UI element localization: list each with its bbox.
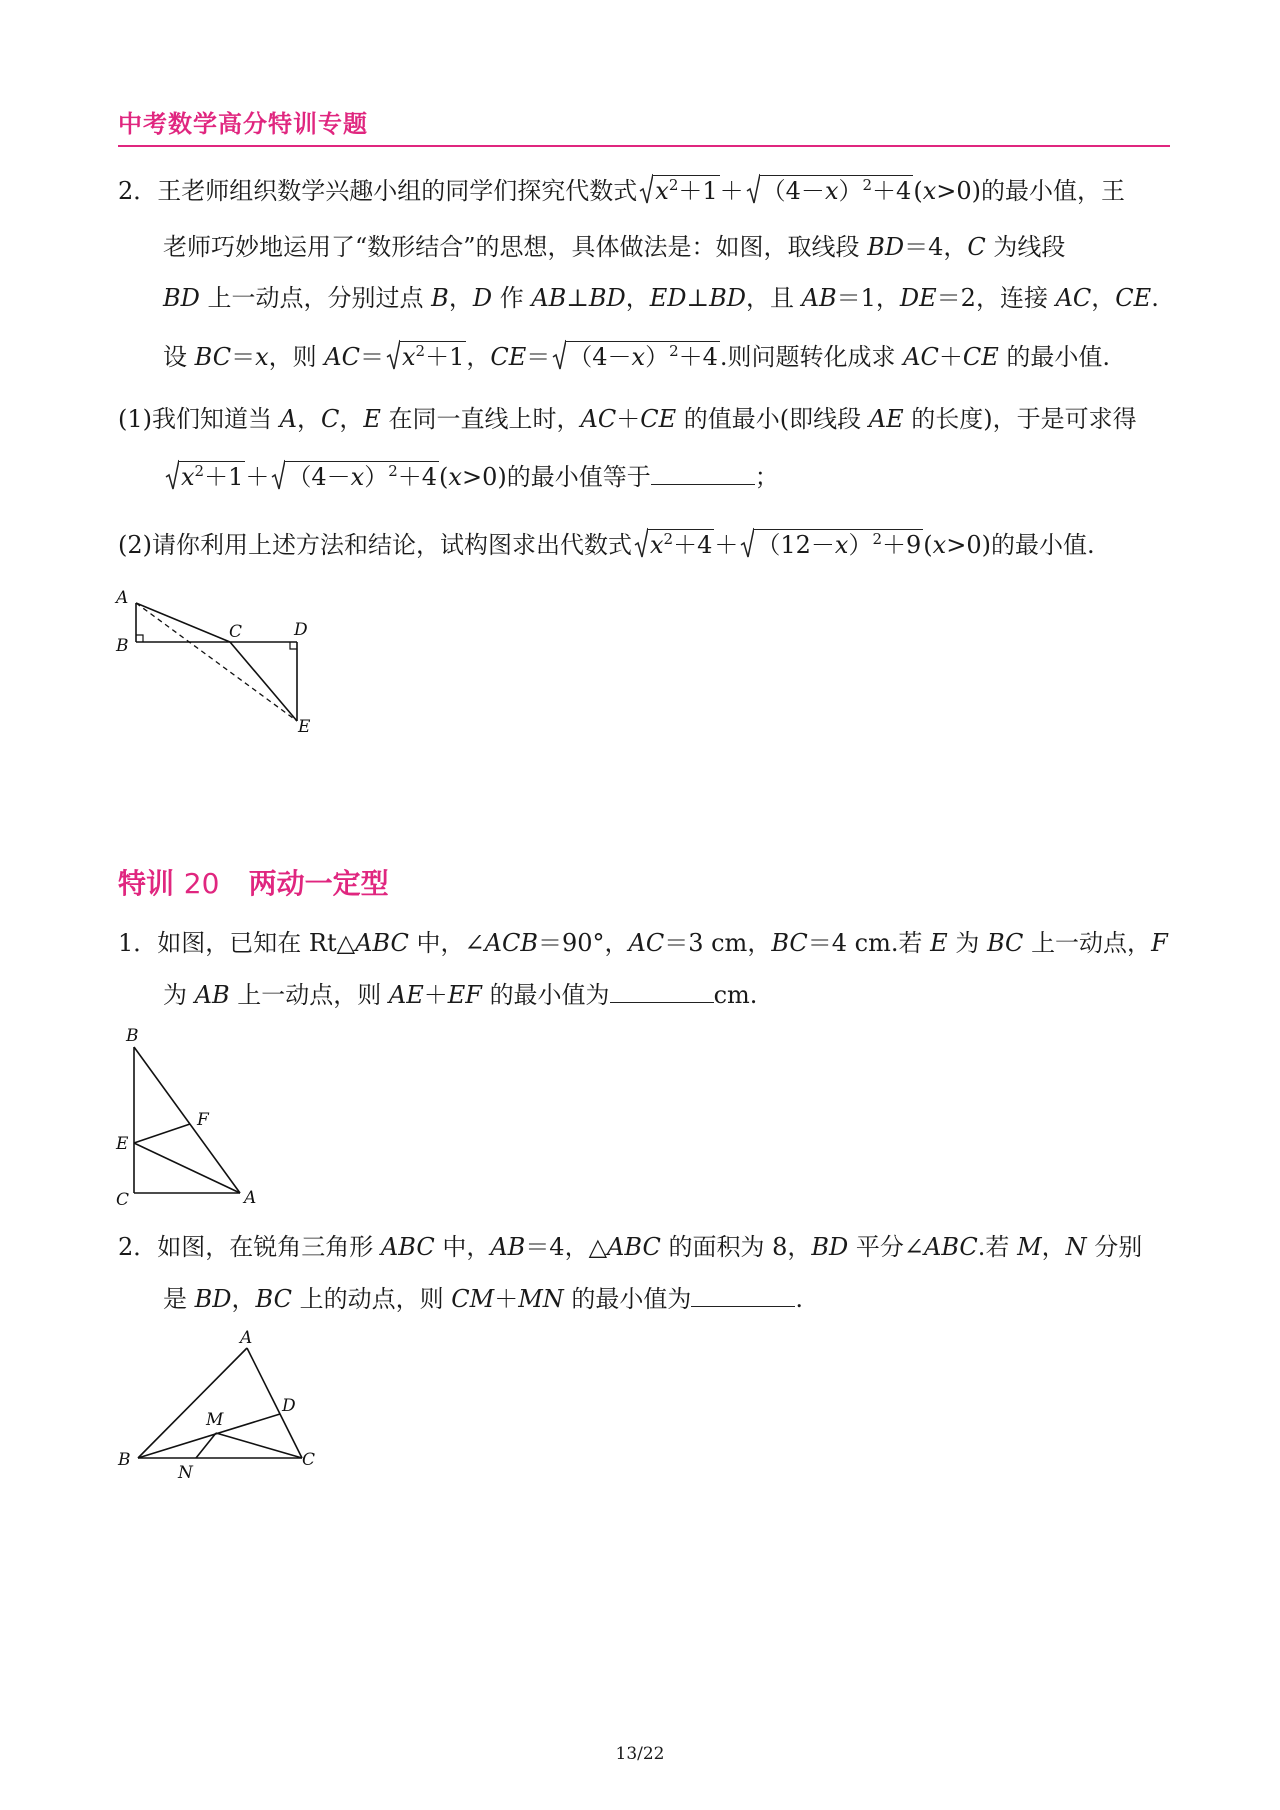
section-heading: 特训 20 两动一定型 xyxy=(118,867,389,900)
label-A: A xyxy=(116,588,129,608)
figure-abcdmn xyxy=(112,1325,332,1485)
p2-line-4: 设 BC＝x，则 AC＝ $x^2+1$，CE＝ $(4-x)^2+4$.则问题转化成求 AC＋CE 的最小值. xyxy=(163,342,1111,371)
p2-part-2: (2)请你利用上述方法和结论，试构图求出代数式 $x^2+4+$ $(12-x)^2+9(x>0)$的最小值. xyxy=(118,530,1095,559)
label-B: B xyxy=(126,1026,139,1046)
header-title: 中考数学高分特训专题 xyxy=(118,110,368,138)
label-B: B xyxy=(118,1450,131,1470)
answer-blank[interactable] xyxy=(691,1284,795,1307)
answer-blank[interactable] xyxy=(610,980,714,1003)
p2-part-1-cont: $x^2+1+$ $(4-x)^2+4(x>0)$的最小值等于 ； xyxy=(163,462,779,492)
s1-line-1: 1．如图，已知在 Rt△ABC 中，∠ACB＝90°，AC＝3 cm，BC＝4 cm.若 E 为 BC 上一动点，F xyxy=(118,929,1168,957)
p2-line-1: 2．王老师组织数学兴趣小组的同学们探究代数式 $x^2+1+$ $(4-x)^2+4(x>0)$的最小值，王 xyxy=(118,176,1125,205)
label-B: B xyxy=(116,636,129,656)
answer-blank[interactable] xyxy=(651,462,755,485)
radical: $(4-x)^2+4$ xyxy=(746,176,914,206)
label-F: F xyxy=(197,1110,209,1130)
label-C: C xyxy=(116,1190,130,1210)
radical: $(12-x)^2+9$ xyxy=(740,530,923,560)
label-A: A xyxy=(240,1328,253,1348)
radical: $(4-x)^2+4$ xyxy=(271,462,439,492)
label-M: M xyxy=(206,1410,224,1430)
label-E: E xyxy=(116,1134,129,1154)
p2-line-2: 老师巧妙地运用了“数形结合”的思想，具体做法是：如图，取线段 BD＝4，C 为线段 xyxy=(163,233,1066,261)
radical: $x^2+4$ xyxy=(634,530,714,560)
s1-line-2: 为 AB 上一动点，则 AE＋EF 的最小值为 cm. xyxy=(163,981,758,1009)
radical: $(4-x)^2+4$ xyxy=(552,342,720,372)
problem-number: 2． xyxy=(118,177,158,205)
radical: $x^2+1$ xyxy=(639,176,719,206)
radical: $x^2+1$ xyxy=(165,462,245,492)
p2-line-3: BD 上一动点，分别过点 B，D 作 AB⊥BD，ED⊥BD，且 AB＝1，DE＝2，连接 AC，CE. xyxy=(163,284,1159,312)
figure-abcde xyxy=(112,585,332,745)
label-E: E xyxy=(298,717,311,737)
page-number: 13/22 xyxy=(615,1744,665,1764)
header-rule xyxy=(118,145,1170,147)
p2-part-1: (1)我们知道当 A，C，E 在同一直线上时，AC＋CE 的值最小(即线段 AE 的长度)，于是可求得 xyxy=(118,405,1137,433)
label-A: A xyxy=(244,1188,257,1208)
s2-line-2: 是 BD，BC 上的动点，则 CM＋MN 的最小值为 . xyxy=(163,1285,804,1313)
radical: $x^2+1$ xyxy=(386,342,466,372)
label-C: C xyxy=(302,1450,316,1470)
label-N: N xyxy=(178,1463,193,1483)
label-D: D xyxy=(294,620,308,640)
label-C: C xyxy=(229,622,243,642)
figure-abcef xyxy=(112,1025,272,1215)
label-D: D xyxy=(282,1396,296,1416)
s2-line-1: 2．如图，在锐角三角形 ABC 中，AB＝4，△ABC 的面积为 8，BD 平分∠ABC.若 M，N 分别 xyxy=(118,1233,1143,1261)
